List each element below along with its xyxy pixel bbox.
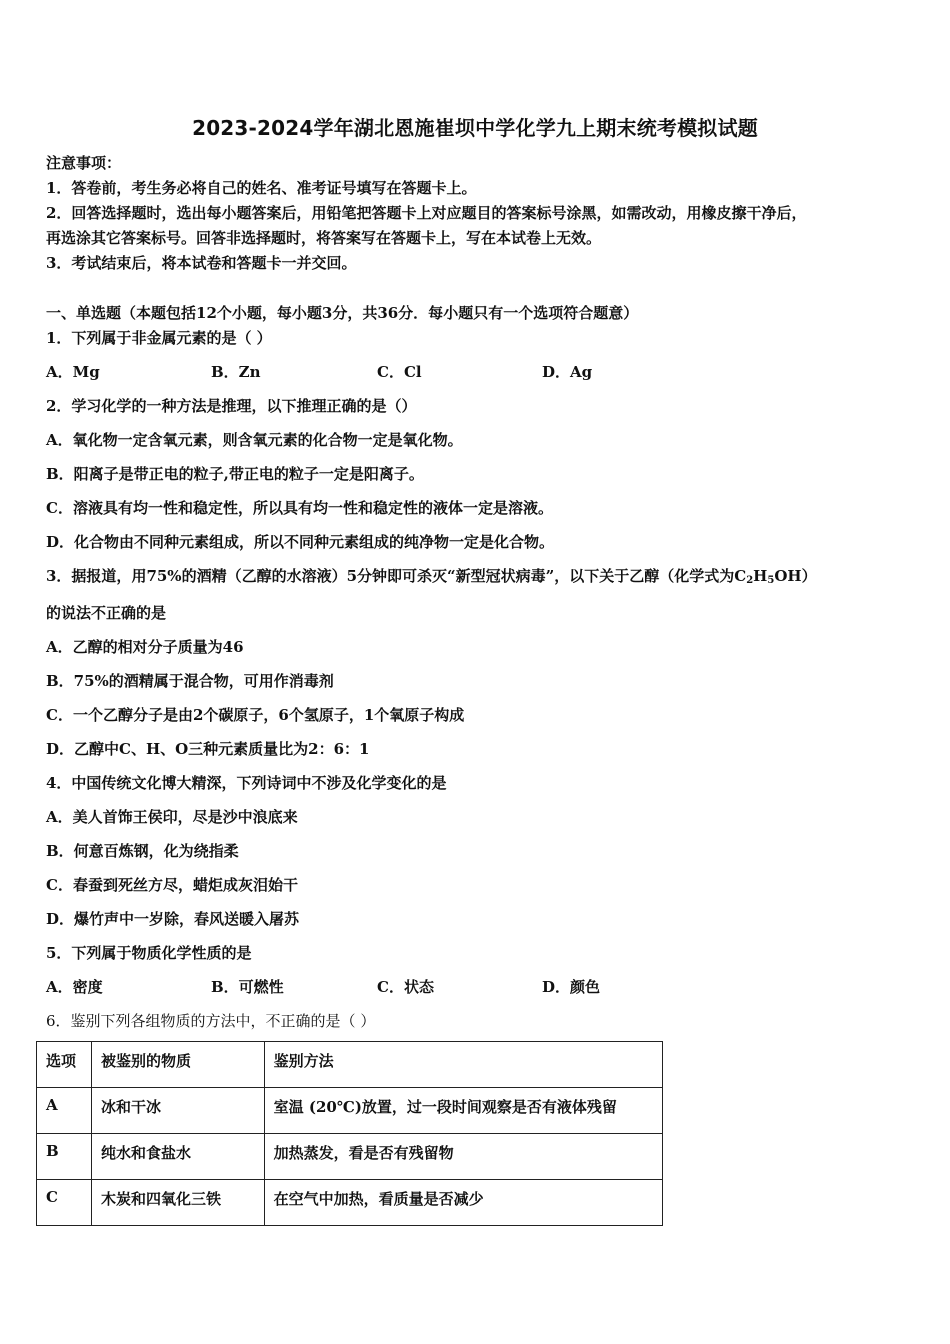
table-cell: A: [37, 1088, 92, 1134]
q4-stem: 4．中国传统文化博大精深，下列诗词中不涉及化学变化的是: [46, 774, 447, 792]
q5-option-a: A．密度: [46, 978, 103, 996]
table-row: [37, 1180, 663, 1226]
table-cell: B: [37, 1134, 92, 1180]
q1-option-c: C．Cl: [377, 363, 422, 381]
q4-option-c: C．春蚕到死丝方尽，蜡炬成灰泪始干: [46, 876, 298, 894]
q2-option-c: C．溶液具有均一性和稳定性，所以具有均一性和稳定性的液体一定是溶液。: [46, 499, 553, 517]
q1-option-d: D．Ag: [542, 363, 593, 381]
q4-option-a: A．美人首饰王侯印，尽是沙中浪底来: [46, 808, 298, 826]
q1-option-b: B．Zn: [211, 363, 261, 381]
table-cell: 加热蒸发，看是否有残留物: [264, 1134, 662, 1180]
table-cell: 纯水和食盐水: [91, 1134, 264, 1180]
table-cell: 在空气中加热，看质量是否减少: [264, 1180, 662, 1226]
q3-option-b: B．75%的酒精属于混合物，可用作消毒剂: [46, 672, 334, 690]
q5-stem: 5．下列属于物质化学性质的是: [46, 944, 252, 962]
notice-item-3: 3．考试结束后，将本试卷和答题卡一并交回。: [46, 254, 357, 272]
q1-option-a: A．Mg: [46, 363, 100, 381]
table-cell: 冰和干冰: [91, 1088, 264, 1134]
q2-option-a: A．氧化物一定含氧元素，则含氧元素的化合物一定是氧化物。: [46, 431, 463, 449]
page-title: 2023-2024学年湖北恩施崔坝中学化学九上期末统考模拟试题: [192, 116, 758, 140]
q5-option-b: B．可燃性: [211, 978, 284, 996]
q6-stem: 6．鉴别下列各组物质的方法中，不正确的是（ ）: [46, 1012, 376, 1030]
notice-item-2a: 2．回答选择题时，选出每小题答案后，用铅笔把答题卡上对应题目的答案标号涂黑，如需改动，用橡皮擦干净后，: [46, 204, 807, 222]
notice-item-1: 1．答卷前，考生务必将自己的姓名、准考证号填写在答题卡上。: [46, 179, 477, 197]
table-row: [37, 1088, 663, 1134]
q2-option-d: D．化合物由不同种元素组成，所以不同种元素组成的纯净物一定是化合物。: [46, 533, 555, 551]
table-header-cell: 被鉴别的物质: [91, 1042, 264, 1088]
notice-heading: 注意事项：: [46, 154, 122, 172]
q4-option-b: B．何意百炼钢，化为绕指柔: [46, 842, 239, 860]
q3-stem: 3．据报道，用75%的酒精（乙醇的水溶液）5分钟即可杀灭“新型冠状病毒”，以下关于乙醇（化学式为$C_2H_5OH$）: [46, 567, 817, 586]
q4-option-d: D．爆竹声中一岁除，春风送暖入屠苏: [46, 910, 300, 928]
table-header-cell: 鉴别方法: [264, 1042, 662, 1088]
table-cell: 木炭和四氧化三铁: [91, 1180, 264, 1226]
q2-option-b: B．阳离子是带正电的粒子,带正电的粒子一定是阳离子。: [46, 465, 424, 483]
q3-option-c: C．一个乙醇分子是由2个碳原子，6个氢原子，1个氧原子构成: [46, 706, 465, 724]
q3-option-a: A．乙醇的相对分子质量为46: [46, 638, 244, 656]
table-header-cell: 选项: [37, 1042, 92, 1088]
q5-option-d: D．颜色: [542, 978, 601, 996]
q6-table: [36, 1041, 663, 1226]
table-cell: C: [37, 1180, 92, 1226]
table-header-row: [37, 1042, 663, 1088]
q3-stem-line2: 的说法不正确的是: [46, 604, 167, 622]
notice-item-2b: 再选涂其它答案标号。回答非选择题时，将答案写在答题卡上，写在本试卷上无效。: [46, 229, 602, 247]
table-cell: 室温 (20℃)放置，过一段时间观察是否有液体残留: [264, 1088, 662, 1134]
table-row: [37, 1134, 663, 1180]
section-heading: 一、单选题（本题包括12个小题，每小题3分，共36分．每小题只有一个选项符合题意）: [46, 304, 639, 322]
q2-stem: 2．学习化学的一种方法是推理，以下推理正确的是（）: [46, 397, 417, 415]
q1-stem: 1．下列属于非金属元素的是（ ）: [46, 329, 272, 347]
q5-option-c: C．状态: [377, 978, 434, 996]
q3-option-d: D．乙醇中C、H、O三种元素质量比为2：6：1: [46, 740, 370, 758]
